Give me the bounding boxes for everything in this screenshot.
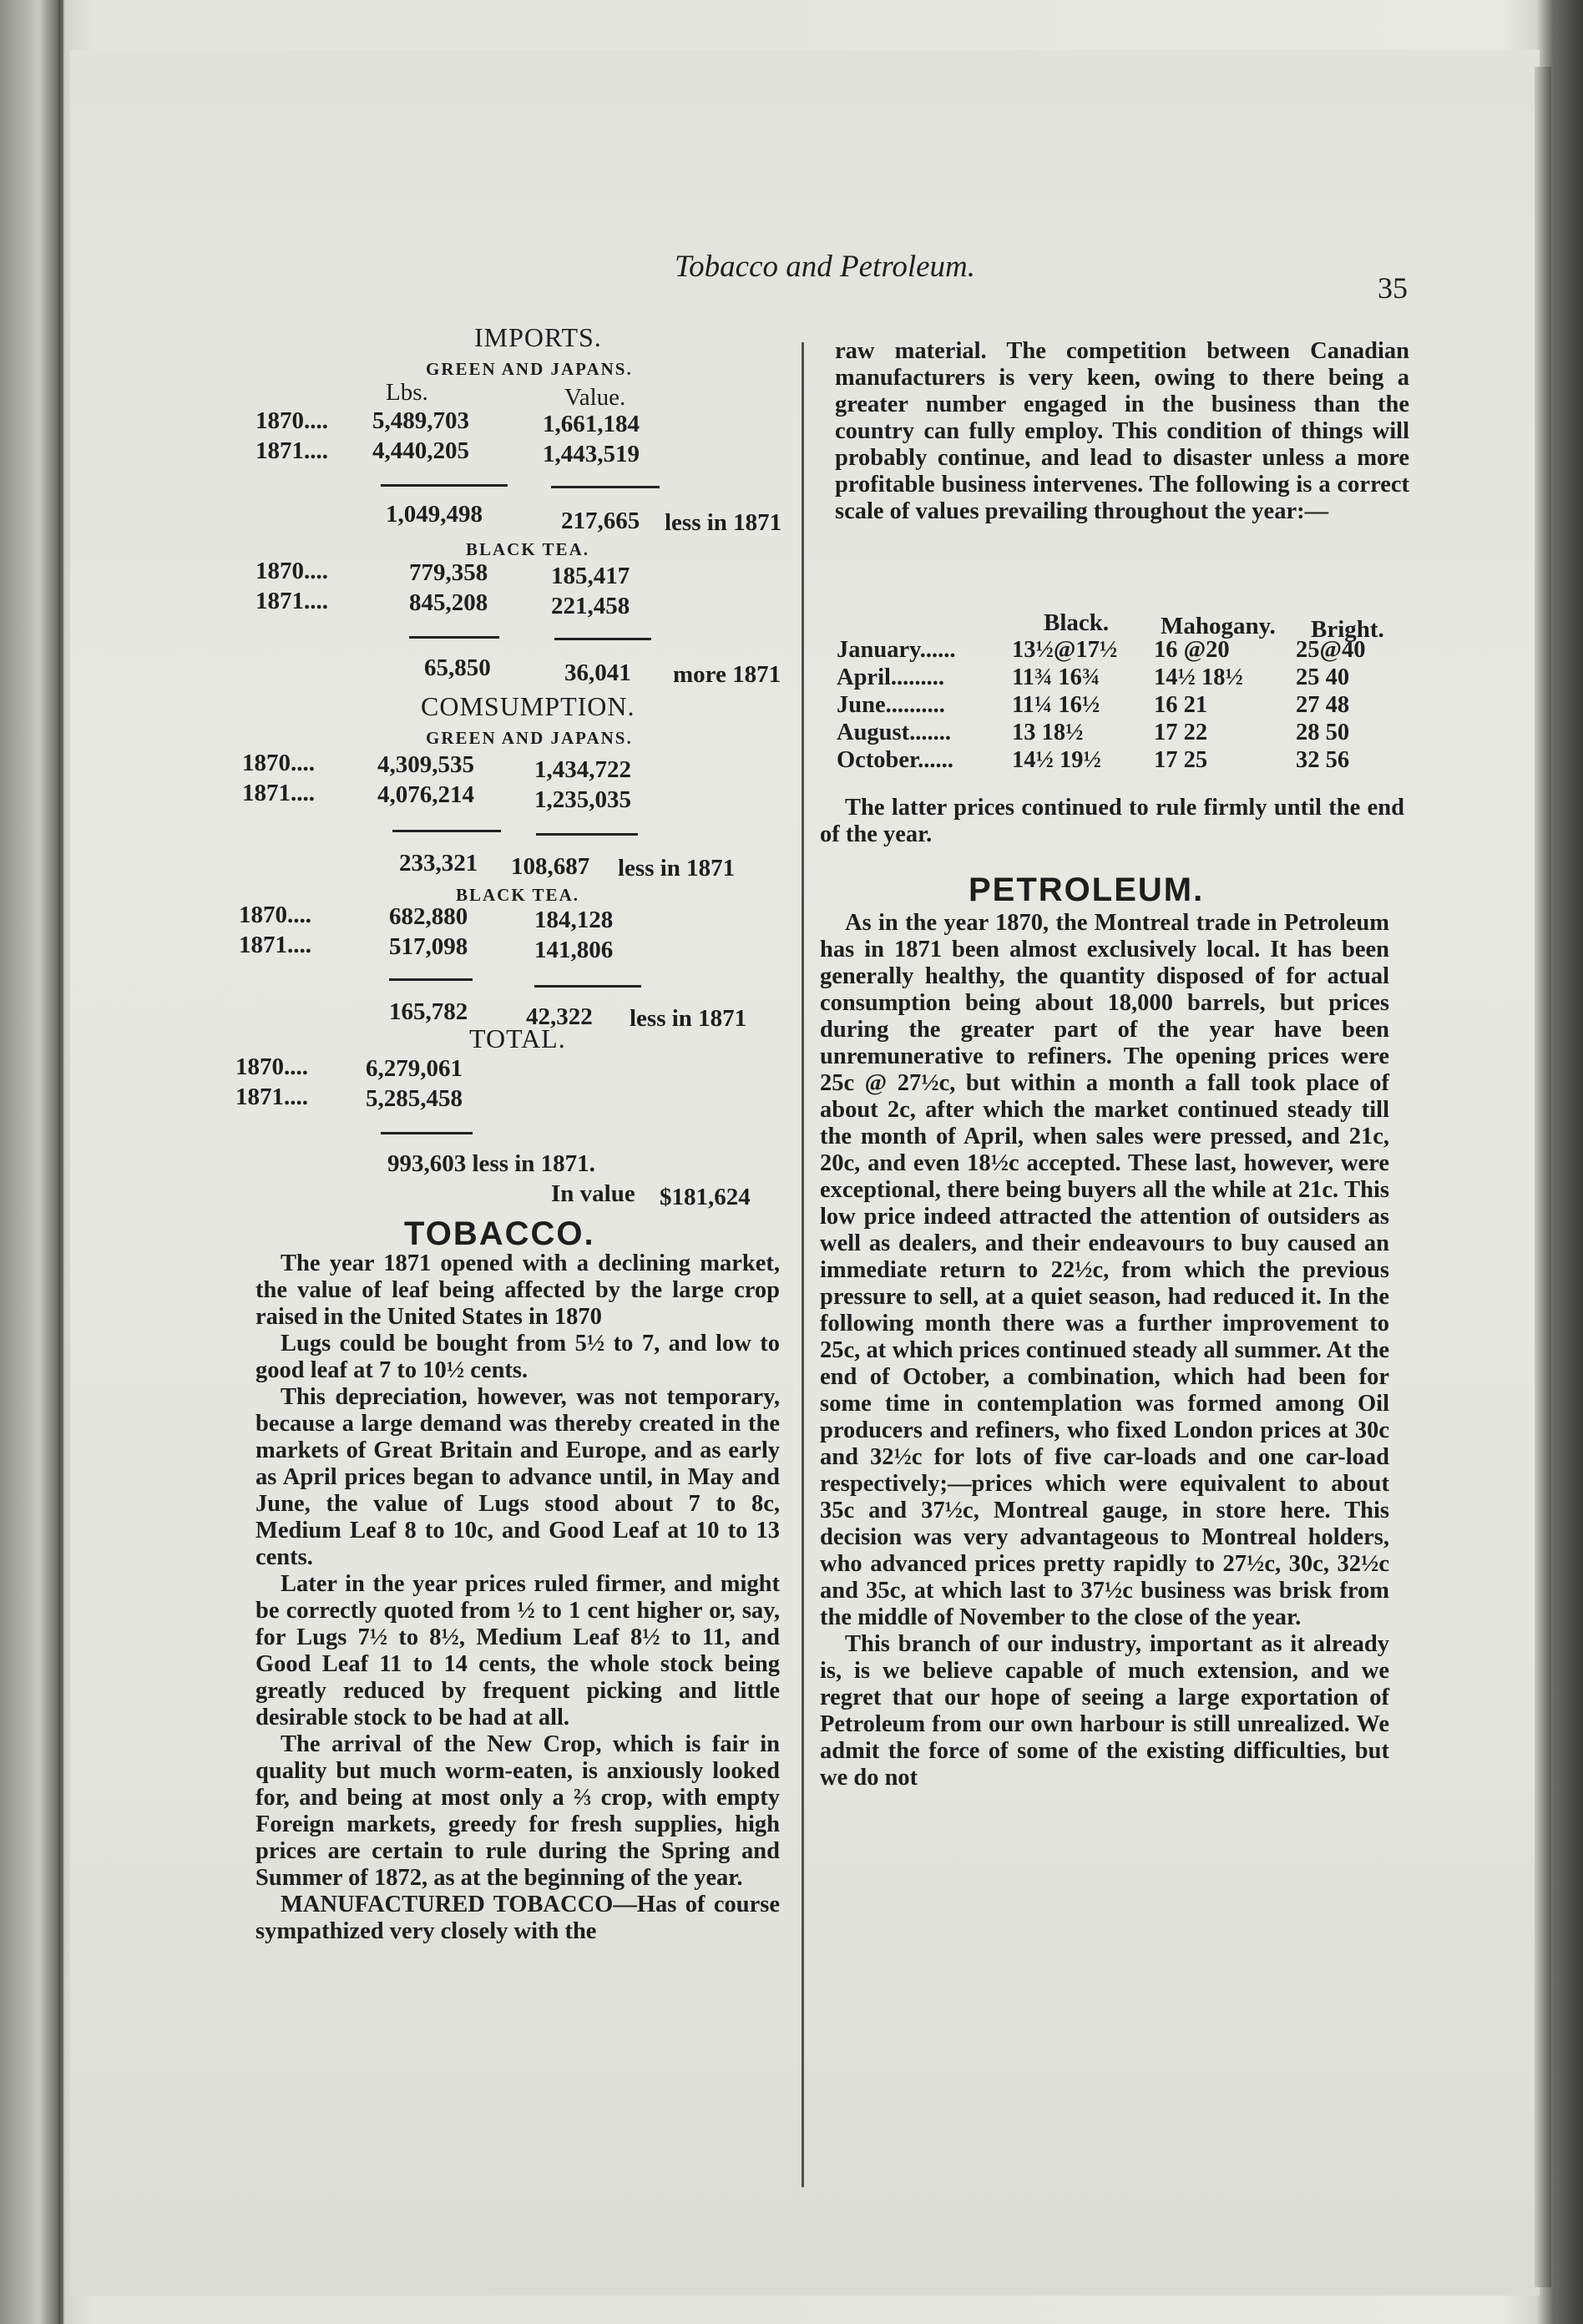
total-diff-line: 993,603 less in 1871. bbox=[387, 1150, 595, 1177]
consumption-black-diff-note: less in 1871 bbox=[630, 1005, 747, 1032]
consumption-black-value: 184,128 bbox=[534, 907, 614, 933]
sum-rule bbox=[534, 985, 641, 988]
scale-month: June.......... bbox=[837, 692, 945, 718]
scale-black: 11¾ 16¾ bbox=[1012, 664, 1100, 690]
import-green-year: 1870.... bbox=[255, 407, 328, 434]
import-green-lbs: 5,489,703 bbox=[372, 407, 469, 434]
scale-mahogany: 17 25 bbox=[1154, 747, 1208, 773]
sum-rule bbox=[551, 486, 660, 488]
consumption-green-value: 1,434,722 bbox=[534, 756, 631, 783]
import-green-value: 1,661,184 bbox=[543, 411, 640, 437]
scale-mahogany: 16 21 bbox=[1154, 692, 1208, 718]
tobacco-heading: TOBACCO. bbox=[404, 1215, 595, 1252]
imports-black-subhead: BLACK TEA. bbox=[466, 539, 589, 559]
sum-rule bbox=[554, 638, 651, 640]
scale-month: October...... bbox=[837, 747, 953, 773]
total-value-label: In value bbox=[551, 1180, 635, 1207]
import-green-value: 1,443,519 bbox=[543, 441, 640, 467]
col-lbs-header: Lbs. bbox=[386, 379, 428, 406]
import-green-lbs: 4,440,205 bbox=[372, 437, 469, 464]
left-page-edge bbox=[0, 0, 65, 2324]
scale-month: January...... bbox=[837, 637, 956, 663]
scale-bright: 28 50 bbox=[1296, 720, 1350, 745]
sum-rule bbox=[381, 484, 508, 487]
consumption-green-lbs: 4,309,535 bbox=[377, 751, 474, 778]
tobacco-paragraph: The year 1871 opened with a declining market, the value of leaf being affected by the large crop raised in the United States in 1870 bbox=[255, 1250, 780, 1330]
tobacco-body bbox=[255, 1250, 780, 1945]
consumption-green-diff-value: 108,687 bbox=[511, 853, 590, 880]
import-green-diff-note: less in 1871 bbox=[665, 509, 782, 536]
sum-rule bbox=[392, 830, 501, 832]
import-black-value: 221,458 bbox=[551, 593, 630, 619]
import-black-value: 185,417 bbox=[551, 563, 630, 589]
running-title: Tobacco and Petroleum. bbox=[675, 250, 976, 284]
table-row bbox=[837, 691, 1408, 719]
consumption-green-lbs: 4,076,214 bbox=[377, 781, 474, 808]
import-green-diff-value: 217,665 bbox=[561, 508, 640, 534]
tobacco-continuation bbox=[835, 338, 1409, 525]
import-green-year: 1871.... bbox=[255, 437, 328, 464]
petroleum-paragraph: This branch of our industry, important as it already is, is we believe capable of much extension, and we regret that our hope of seeing a large exportation of Petroleum from our own harbour is still unrealized. We admit the force of some of the existing difficulties, but we do not bbox=[820, 1631, 1389, 1791]
right-page-edge bbox=[1535, 67, 1551, 2287]
consumption-green-diff-lbs: 233,321 bbox=[399, 850, 478, 877]
consumption-black-lbs: 517,098 bbox=[389, 933, 468, 960]
tobacco-paragraph: The arrival of the New Crop, which is fair in quality but much worm-eaten, is anxiously looked for, and being at most only a ⅔ crop, with empty Foreign markets, greedy for fresh supplies, high prices are certain to rule during the Spring and Summer of 1872, as at the beginning of the year. bbox=[255, 1731, 780, 1891]
scale-black: 11¼ 16½ bbox=[1012, 692, 1100, 718]
import-black-year: 1871.... bbox=[255, 588, 328, 614]
spine-shadow bbox=[58, 0, 63, 2324]
scale-black: 14½ 19½ bbox=[1012, 747, 1101, 773]
total-year: 1870.... bbox=[235, 1053, 308, 1080]
import-black-diff-value: 36,041 bbox=[564, 659, 631, 686]
petroleum-body bbox=[820, 910, 1389, 1791]
total-lbs: 6,279,061 bbox=[366, 1055, 463, 1082]
import-green-diff-lbs: 1,049,498 bbox=[386, 501, 483, 528]
scale-black: 13½@17½ bbox=[1012, 637, 1118, 663]
total-lbs: 5,285,458 bbox=[366, 1085, 463, 1112]
imports-title: IMPORTS. bbox=[474, 322, 602, 352]
scale-header-mahogany: Mahogany. bbox=[1161, 613, 1276, 639]
scale-bright: 25 40 bbox=[1296, 664, 1350, 690]
table-row bbox=[837, 746, 1408, 774]
consumption-green-year: 1870.... bbox=[242, 750, 315, 776]
price-scale-table bbox=[837, 636, 1408, 774]
scale-header-bright: Bright. bbox=[1311, 616, 1384, 643]
scale-month: April......... bbox=[837, 664, 945, 690]
tobacco-closing-text: The latter prices continued to rule firmly until the end of the year. bbox=[820, 795, 1404, 847]
petroleum-paragraph: As in the year 1870, the Montreal trade in Petroleum has in 1871 been almost exclusively local. It has been generally healthy, the quantity disposed of for actual consumption being about 18,000 barrels, but prices during the greater part of the year have been unremunerative to refiners. The opening prices were 25c @ 27½c, but within a month a fall took place of about 2c, after which the market continued steady till the month of April, when sales were pressed, and 21c, 20c, and even 18½c accepted. These last, however, were exceptional, there being buyers all the while at 21c. This low price indeed attracted the attention of outsiders as well as dealers, and their endeavours to buy caused an immediate return to 22½c, from which the previous pressure to sell, at a quiet season, had reduced it. In the following month there was a further improvement to 25c, at which prices continued steady all summer. At the end of October, a combination, which had been for some time in contemplation was formed among Oil producers and refiners, who fixed London prices at 30c and 32½c for lots of five car-loads and one car-load respectively;—prices which were equivalent to about 35c and 37½c, Montreal gauge, in store here. This decision was very advantageous to Montreal holders, who advanced prices pretty rapidly to 27½c, 30c, 32½c and 35c, at which last to 37½c business was brisk from the middle of November to the close of the year. bbox=[820, 910, 1389, 1630]
sum-rule bbox=[381, 1132, 473, 1134]
consumption-black-diff-value: 42,322 bbox=[526, 1003, 593, 1030]
consumption-black-value: 141,806 bbox=[534, 937, 614, 963]
consumption-black-year: 1871.... bbox=[239, 932, 311, 958]
tobacco-continuation-text: raw material. The competition between Canadian manufacturers is very keen, owing to there being a greater number engaged in the business than the country can fully employ. This condition of things will probably continue, and lead to disaster unless a more profitable business intervenes. The following is a correct scale of values prevailing throughout the year:— bbox=[835, 338, 1409, 524]
scale-month: August....... bbox=[837, 720, 951, 745]
table-row bbox=[837, 719, 1408, 746]
scale-header-black: Black. bbox=[1044, 609, 1110, 636]
consumption-green-subhead: GREEN AND JAPANS. bbox=[426, 728, 633, 748]
sum-rule bbox=[536, 833, 638, 836]
consumption-green-value: 1,235,035 bbox=[534, 786, 631, 813]
consumption-black-subhead: BLACK TEA. bbox=[456, 885, 579, 905]
consumption-green-diff-note: less in 1871 bbox=[618, 855, 736, 882]
tobacco-paragraph: This depreciation, however, was not temporary, because a large demand was thereby created in the markets of Great Britain and Europe, and as early as April prices began to advance until, in May and June, the value of Lugs stood about 7 to 8c, Medium Leaf 8 to 10c, and Good Leaf at 10 to 13 cents. bbox=[255, 1384, 780, 1570]
tobacco-paragraph: MANUFACTURED TOBACCO—Has of course sympathized very closely with the bbox=[255, 1892, 780, 1944]
table-row bbox=[837, 636, 1408, 664]
scale-bright: 25@40 bbox=[1296, 637, 1366, 663]
total-value-amount: $181,624 bbox=[660, 1184, 751, 1210]
sum-rule bbox=[409, 636, 499, 639]
import-black-year: 1870.... bbox=[255, 558, 328, 584]
scale-bright: 32 56 bbox=[1296, 747, 1350, 773]
tobacco-paragraph: Later in the year prices ruled firmer, and might be correctly quoted from ½ to 1 cent higher or, say, for Lugs 7½ to 8½, Medium Leaf 8½ to 11, and Good Leaf 11 to 14 cents, the whole stock being greatly reduced by frequent picking and little desirable stock to be had at all. bbox=[255, 1571, 780, 1730]
import-black-diff-lbs: 65,850 bbox=[424, 654, 491, 681]
scale-bright: 27 48 bbox=[1296, 692, 1350, 718]
scale-black: 13 18½ bbox=[1012, 720, 1084, 745]
page-number: 35 bbox=[1378, 271, 1408, 305]
total-title: TOTAL. bbox=[469, 1023, 566, 1053]
tobacco-closing bbox=[820, 795, 1404, 848]
consumption-black-diff-lbs: 165,782 bbox=[389, 998, 468, 1025]
consumption-black-lbs: 682,880 bbox=[389, 903, 468, 930]
table-row bbox=[837, 664, 1408, 691]
import-black-diff-note: more 1871 bbox=[673, 661, 781, 688]
tobacco-paragraph: Lugs could be bought from 5½ to 7, and low to good leaf at 7 to 10½ cents. bbox=[255, 1331, 780, 1383]
column-divider bbox=[802, 342, 804, 2187]
scale-mahogany: 16 @20 bbox=[1154, 637, 1230, 663]
imports-green-subhead: GREEN AND JAPANS. bbox=[426, 359, 633, 379]
total-year: 1871.... bbox=[235, 1084, 308, 1110]
import-black-lbs: 779,358 bbox=[409, 559, 488, 586]
consumption-green-year: 1871.... bbox=[242, 780, 315, 806]
petroleum-heading: PETROLEUM. bbox=[969, 872, 1205, 908]
consumption-black-year: 1870.... bbox=[239, 902, 311, 928]
import-black-lbs: 845,208 bbox=[409, 589, 488, 616]
scale-mahogany: 17 22 bbox=[1154, 720, 1208, 745]
consumption-title: COMSUMPTION. bbox=[421, 691, 635, 721]
scale-mahogany: 14½ 18½ bbox=[1154, 664, 1243, 690]
col-value-header: Value. bbox=[564, 384, 626, 411]
sum-rule bbox=[389, 978, 473, 981]
